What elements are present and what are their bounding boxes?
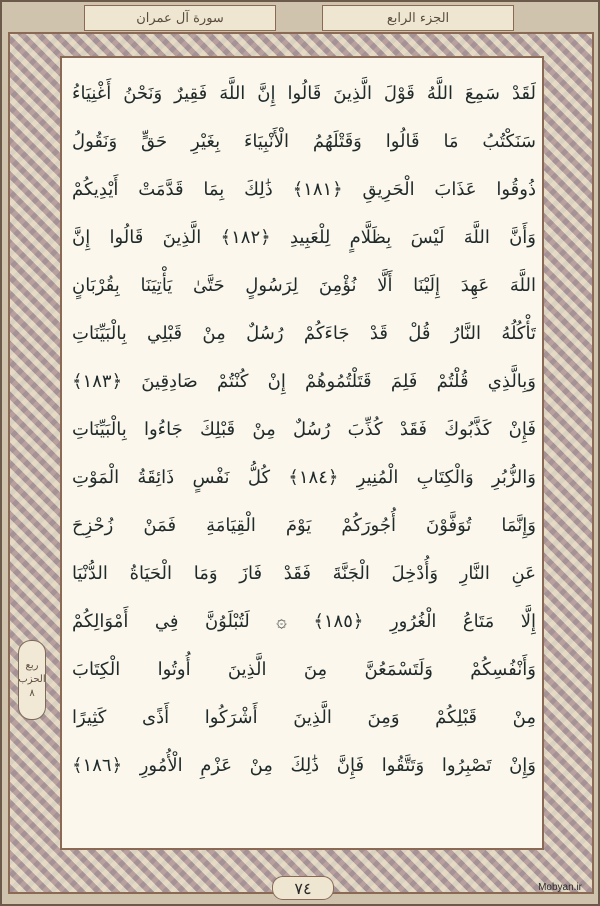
surah-title-box [84, 5, 276, 31]
watermark: Mobyan.ir [538, 882, 582, 893]
text-line: وَأَنْفُسِكُمْ وَلَتَسْمَعُنَّ مِنَ الَّذِينَ أُوتُوا الْكِتَابَ [72, 659, 536, 680]
juz-title-box [322, 5, 514, 31]
text-line: وَالزُّبُرِ وَالْكِتَابِ الْمُنِيرِ ﴿١٨٤﴾ كُلُّ نَفْسٍ ذَائِقَةُ الْمَوْتِ [72, 467, 536, 488]
text-line: لَقَدْ سَمِعَ اللَّهُ قَوْلَ الَّذِينَ قَالُوا إِنَّ اللَّهَ فَقِيرٌ وَنَحْنُ أَغْنِيَاءُ [72, 83, 536, 104]
text-line: وَبِالَّذِي قُلْتُمْ فَلِمَ قَتَلْتُمُوهُمْ إِنْ كُنْتُمْ صَادِقِينَ ﴿١٨٣﴾ [72, 371, 536, 392]
text-line: عَنِ النَّارِ وَأُدْخِلَ الْجَنَّةَ فَقَدْ فَازَ وَمَا الْحَيَاةُ الدُّنْيَا [72, 563, 536, 584]
text-line: ذُوقُوا عَذَابَ الْحَرِيقِ ﴿١٨١﴾ ذَٰلِكَ بِمَا قَدَّمَتْ أَيْدِيكُمْ [72, 179, 536, 200]
text-line: إِلَّا مَتَاعُ الْغُرُورِ ﴿١٨٥﴾ ۞ لَتُبْلَوُنَّ فِي أَمْوَالِكُمْ [72, 611, 536, 632]
text-line: وَإِنَّمَا تُوَفَّوْنَ أُجُورَكُمْ يَوْمَ الْقِيَامَةِ فَمَنْ زُحْزِحَ [72, 515, 536, 536]
page-header [2, 2, 600, 32]
hizb-marker-line-2: الحزب [18, 674, 46, 685]
text-panel [60, 56, 544, 850]
surah-title: سورة آل عمران [136, 10, 224, 26]
text-line: اللَّهَ عَهِدَ إِلَيْنَا أَلَّا نُؤْمِنَ لِرَسُولٍ حَتَّىٰ يَأْتِيَنَا بِقُرْبَانٍ [72, 275, 536, 296]
juz-title: الجزء الرابع [386, 10, 450, 26]
text-line: وَأَنَّ اللَّهَ لَيْسَ بِظَلَّامٍ لِلْعَبِيدِ ﴿١٨٢﴾ الَّذِينَ قَالُوا إِنَّ [72, 227, 536, 248]
quran-lines [72, 70, 536, 790]
hizb-marker-line-1: ربع [25, 660, 39, 671]
text-line: تَأْكُلُهُ النَّارُ قُلْ قَدْ جَاءَكُمْ رُسُلٌ مِنْ قَبْلِي بِالْبَيِّنَاتِ [72, 323, 536, 344]
hizb-marker-line-3: ٨ [29, 688, 35, 699]
page-footer [2, 876, 600, 900]
hizb-marker [18, 640, 46, 720]
text-line: سَنَكْتُبُ مَا قَالُوا وَقَتْلَهُمُ الْأَنْبِيَاءَ بِغَيْرِ حَقٍّ وَنَقُولُ [72, 131, 536, 152]
text-line: وَإِنْ تَصْبِرُوا وَتَتَّقُوا فَإِنَّ ذَٰلِكَ مِنْ عَزْمِ الْأُمُورِ ﴿١٨٦﴾ [72, 755, 536, 776]
text-line: فَإِنْ كَذَّبُوكَ فَقَدْ كُذِّبَ رُسُلٌ مِنْ قَبْلِكَ جَاءُوا بِالْبَيِّنَاتِ [72, 419, 536, 440]
text-line: مِنْ قَبْلِكُمْ وَمِنَ الَّذِينَ أَشْرَكُوا أَذًى كَثِيرًا [72, 707, 536, 728]
page-number: ٧٤ [272, 876, 334, 900]
